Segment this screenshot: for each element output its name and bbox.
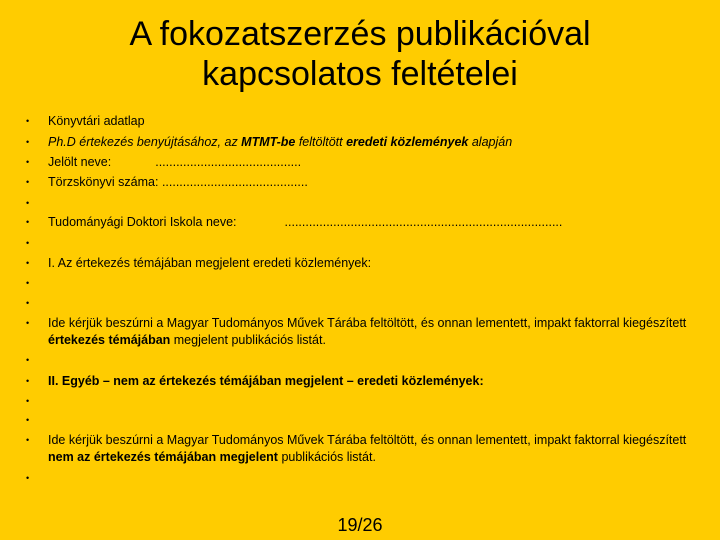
bullet-marker: •	[26, 318, 30, 328]
bullet-marker: •	[26, 177, 30, 187]
candidate-name-label: Jelölt neve:	[48, 155, 112, 169]
title-line-2: kapcsolatos feltételei	[202, 55, 518, 93]
text-segment: Ph.D értekezés benyújtásához, az	[48, 135, 242, 149]
doctoral-school-blank: ................................................................................	[284, 215, 563, 229]
bullet-marker: •	[26, 116, 30, 126]
original-publications-emphasis: eredeti közlemények	[346, 135, 469, 149]
bullet-marker: •	[26, 473, 30, 483]
text-segment: Ide kérjük beszúrni a Magyar Tudományos Művek Tárába feltöltött, és onnan lementett, impakt faktorral kiegészített	[48, 433, 687, 447]
mtmt-emphasis: MTMT-be	[241, 135, 296, 149]
text-segment: publikációs listát.	[277, 450, 376, 464]
bullet-marker: •	[26, 278, 30, 288]
registry-number-label: Törzskönyvi száma:	[48, 175, 159, 189]
text-segment: feltöltött	[295, 135, 347, 149]
title-line-1: A fokozatszerzés publikációval	[129, 15, 591, 53]
candidate-name-field	[48, 154, 708, 171]
registry-number-field	[48, 174, 708, 191]
bullet-marker: •	[26, 258, 30, 268]
bullet-marker: •	[26, 298, 30, 308]
thesis-topic-emphasis: értekezés témájában	[48, 333, 171, 347]
bullet-marker: •	[26, 376, 30, 386]
bullet-marker: •	[26, 217, 30, 227]
library-datasheet-label: Könyvtári adatlap	[48, 114, 145, 128]
candidate-name-blank: ..........................................	[155, 155, 302, 169]
registry-number-blank: ..........................................	[161, 175, 308, 189]
text-segment: alapján	[468, 135, 513, 149]
doctoral-school-label: Tudományági Doktori Iskola neve:	[48, 215, 237, 229]
bullet-marker: •	[26, 157, 30, 167]
bullet-marker: •	[26, 137, 30, 147]
bullet-marker: •	[26, 435, 30, 445]
section-2-heading: II. Egyéb – nem az értekezés témájában megjelent – eredeti közlemények:	[48, 374, 484, 388]
slide-title	[0, 14, 720, 94]
text-segment: megjelent publikációs listát.	[170, 333, 326, 347]
doctoral-school-field	[48, 214, 708, 231]
section-2-instruction	[48, 432, 708, 466]
bullet-marker: •	[26, 396, 30, 406]
section-1-heading: I. Az értekezés témájában megjelent eredeti közlemények:	[48, 256, 372, 270]
bullet-marker: •	[26, 415, 30, 425]
section-1-instruction	[48, 315, 708, 349]
bullet-marker: •	[26, 355, 30, 365]
page-number: 19/26	[337, 515, 383, 535]
non-thesis-topic-emphasis: nem az értekezés témájában megjelent	[48, 450, 278, 464]
bullet-marker: •	[26, 198, 30, 208]
submission-basis-text	[48, 134, 708, 151]
bullet-marker: •	[26, 238, 30, 248]
text-segment: Ide kérjük beszúrni a Magyar Tudományos Művek Tárába feltöltött, és onnan lementett, impakt faktorral kiegészített	[48, 316, 687, 330]
